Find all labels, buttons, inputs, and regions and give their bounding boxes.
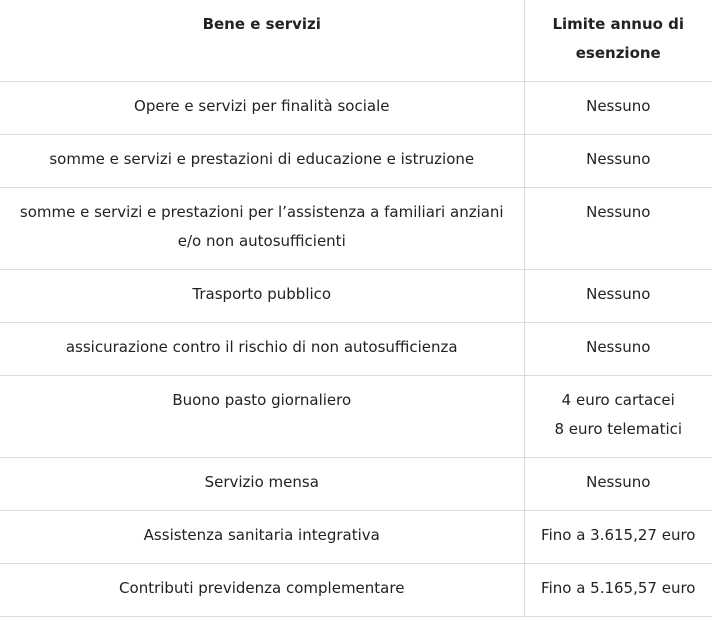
row-limit: Nessuno — [586, 149, 651, 168]
table-header-row — [0, 0, 712, 81]
row-item: Buono pasto giornaliero — [0, 375, 524, 457]
table-row — [0, 457, 712, 510]
row-limit: Nessuno — [586, 202, 651, 221]
row-limit: Nessuno — [586, 337, 651, 356]
row-limit: Nessuno — [586, 96, 651, 115]
row-item: Contributi previdenza complementare — [0, 563, 524, 616]
row-item: somme e servizi e prestazioni per l’assistenza a familiari anziani e/o non autosufficienti — [0, 187, 524, 269]
header-item-label: Bene e servizi — [202, 15, 321, 33]
row-limit: Nessuno — [586, 472, 651, 491]
header-limit — [524, 0, 712, 81]
row-item: Opere e servizi per finalità sociale — [0, 81, 524, 134]
header-limit-label: Limite annuo di esenzione — [552, 15, 685, 62]
row-limit: Fino a 3.615,27 euro — [541, 525, 696, 544]
table-row — [0, 510, 712, 563]
table-row — [0, 269, 712, 322]
header-item — [0, 0, 524, 81]
limit-line: 4 euro cartacei — [561, 390, 675, 409]
row-item: assicurazione contro il rischio di non autosufficienza — [0, 322, 524, 375]
table-row — [0, 134, 712, 187]
row-limit — [524, 375, 712, 457]
row-limit: Fino a 5.165,57 euro — [541, 578, 696, 597]
row-item: Assistenza sanitaria integrativa — [0, 510, 524, 563]
row-item: somme e servizi e prestazioni di educazione e istruzione — [0, 134, 524, 187]
table-row — [0, 187, 712, 269]
table-row — [0, 322, 712, 375]
row-item: Servizio mensa — [0, 457, 524, 510]
row-item: Trasporto pubblico — [0, 269, 524, 322]
limit-line: 8 euro telematici — [554, 419, 683, 438]
table-row — [0, 563, 712, 616]
table-row — [0, 81, 712, 134]
table-row — [0, 375, 712, 457]
row-limit: Nessuno — [586, 284, 651, 303]
